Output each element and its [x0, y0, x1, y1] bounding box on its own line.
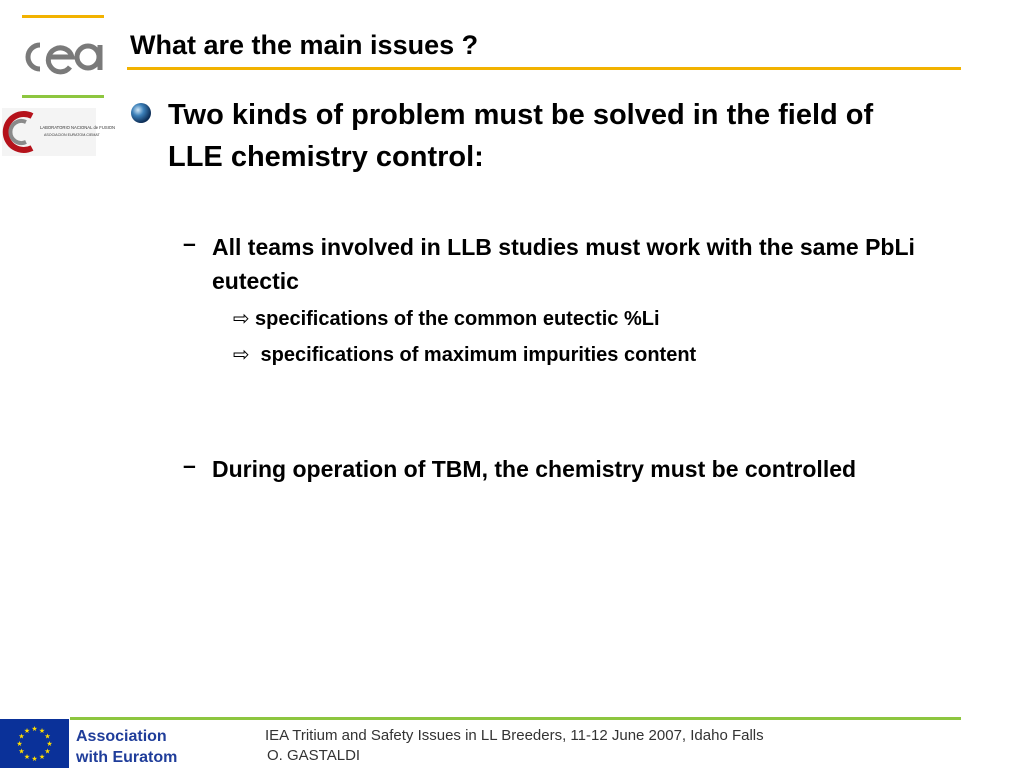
association-line-2: with Euratom	[76, 749, 178, 766]
arrow-item-2	[233, 342, 696, 367]
association-label	[76, 726, 177, 768]
arrow-item-text: specifications of maximum impurities content	[255, 344, 697, 366]
footer-event: IEA Tritium and Safety Issues in LL Breeders, 11-12 June 2007, Idaho Falls	[265, 727, 764, 744]
sub-bullet-dash: –	[183, 230, 196, 256]
slide-title: What are the main issues ?	[130, 30, 479, 60]
svg-text:LABORATORIO NACIONAL de FUSION: LABORATORIO NACIONAL de FUSION	[40, 125, 116, 130]
svg-text:ASOCIACION EURATOM-CIEMAT: ASOCIACION EURATOM-CIEMAT	[44, 133, 100, 137]
footer-rule	[70, 717, 961, 720]
eu-star-icon: ★	[23, 728, 31, 735]
arrow-item-text: specifications of the common eutectic %Li	[255, 308, 660, 330]
eu-star-icon: ★	[23, 754, 31, 761]
eu-star-icon: ★	[16, 741, 23, 748]
arrow-item-1	[233, 306, 660, 331]
eu-star-icon: ★	[46, 741, 53, 748]
sub-bullet-dash: –	[183, 452, 196, 478]
eu-star-icon: ★	[44, 733, 51, 741]
eu-star-icon: ★	[44, 748, 51, 756]
cea-logo-bottom-rule	[22, 95, 104, 98]
cea-logo-top-rule	[22, 15, 104, 18]
eu-star-icon: ★	[38, 754, 46, 761]
lnf-logo	[2, 108, 116, 156]
eu-star-icon: ★	[18, 748, 25, 756]
main-bullet-text: Two kinds of problem must be solved in the field of LLE chemistry control:	[168, 99, 874, 173]
cea-logo	[20, 37, 106, 77]
association-line-1: Association	[76, 728, 167, 745]
sphere-bullet-icon	[130, 102, 152, 124]
sub-bullet-text-2: During operation of TBM, the chemistry must be controlled	[212, 456, 857, 482]
hollow-right-arrow-icon: ⇨	[233, 344, 250, 366]
eu-star-icon: ★	[38, 728, 46, 735]
hollow-right-arrow-icon: ⇨	[233, 308, 250, 330]
title-underline	[127, 67, 961, 70]
eu-flag-icon	[0, 719, 69, 768]
eu-star-icon: ★	[31, 726, 38, 733]
footer-info	[265, 726, 764, 766]
sub-bullet-text-1: All teams involved in LLB studies must work with the same PbLi eutectic	[212, 234, 915, 294]
footer-author: O. GASTALDI	[267, 747, 361, 764]
eu-star-icon: ★	[31, 756, 38, 763]
eu-star-icon: ★	[18, 733, 25, 741]
